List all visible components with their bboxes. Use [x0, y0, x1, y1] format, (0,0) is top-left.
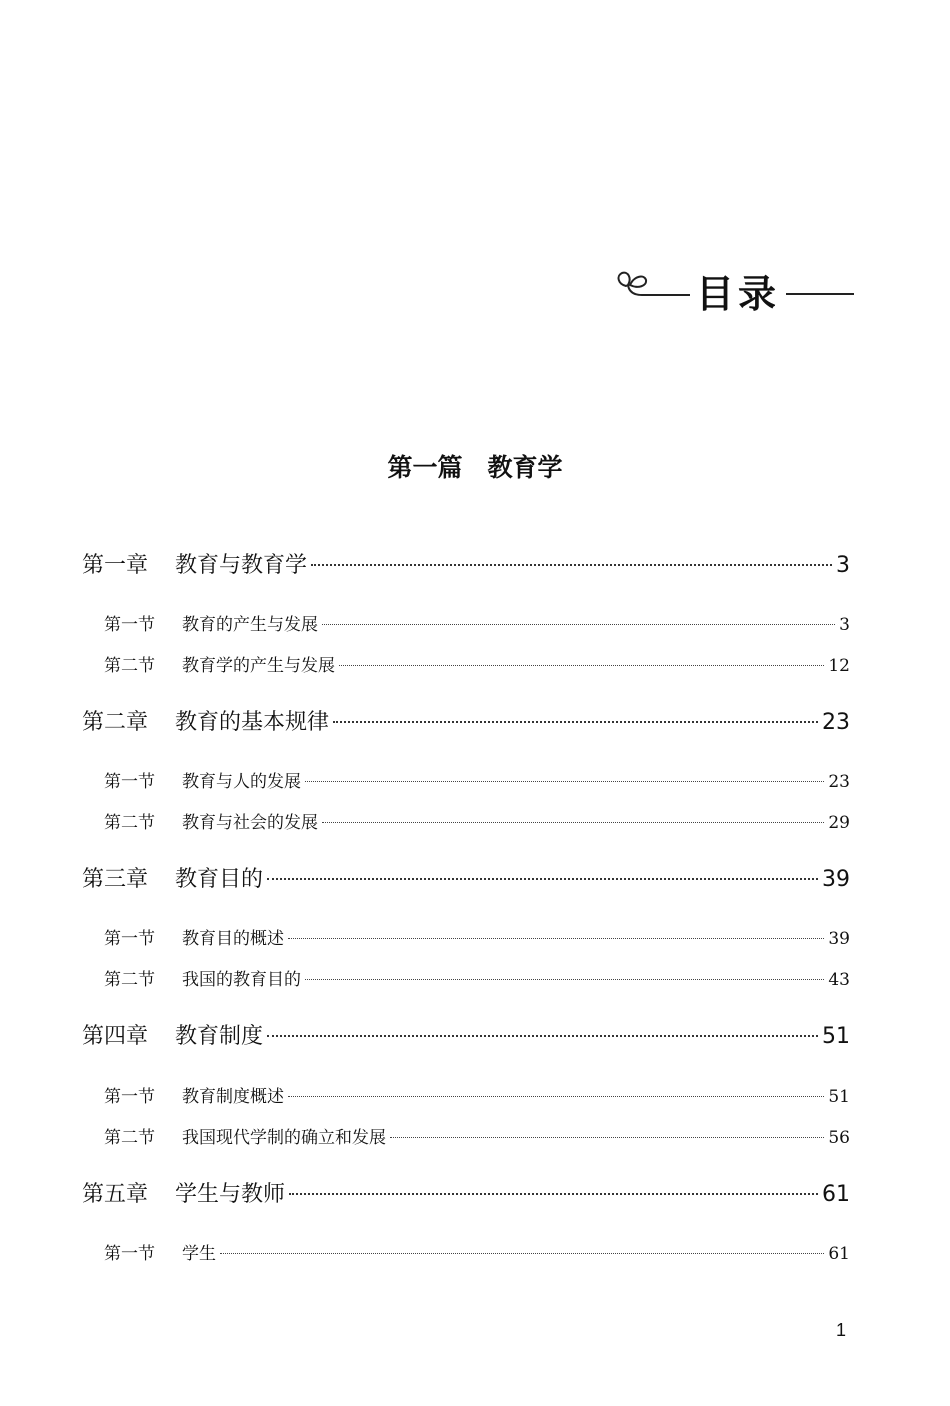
dot-leader — [311, 564, 832, 566]
entry-number: 第二节 — [104, 813, 155, 833]
toc-entry-section[interactable] — [104, 1123, 850, 1148]
dot-leader — [305, 979, 824, 980]
entry-title: 我国现代学制的确立和发展 — [182, 1128, 386, 1148]
entry-number: 第一节 — [104, 1087, 155, 1107]
toc-entry-chapter[interactable] — [82, 1177, 850, 1208]
entry-page: 3 — [836, 553, 850, 578]
dot-leader — [333, 721, 818, 723]
entry-number: 第四章 — [82, 1024, 149, 1049]
entry-title: 教育的基本规律 — [175, 710, 330, 735]
entry-title: 学生与教师 — [175, 1182, 286, 1207]
entry-number: 第二节 — [104, 970, 155, 990]
entry-page: 39 — [822, 867, 850, 892]
entry-title: 我国的教育目的 — [182, 970, 301, 990]
toc-entry-section[interactable] — [104, 1082, 850, 1107]
dot-leader — [322, 624, 835, 625]
entry-number: 第一节 — [104, 772, 155, 792]
entry-page: 29 — [828, 813, 850, 833]
toc-entry-section[interactable] — [104, 767, 850, 792]
entry-title: 教育的产生与发展 — [182, 615, 318, 635]
dot-leader — [390, 1137, 824, 1138]
toc-entry-section[interactable] — [104, 808, 850, 833]
toc-entry-chapter[interactable] — [82, 548, 850, 579]
entry-title: 学生 — [182, 1244, 216, 1264]
dot-leader — [322, 822, 824, 823]
entry-page: 3 — [839, 615, 850, 635]
toc-entry-section[interactable] — [104, 651, 850, 676]
entry-number: 第一章 — [82, 553, 149, 578]
toc-entry-chapter[interactable] — [82, 1019, 850, 1050]
entry-page: 43 — [828, 970, 850, 990]
entry-title: 教育与社会的发展 — [182, 813, 318, 833]
part-title: 第一篇 教育学 — [387, 453, 563, 482]
entry-number: 第三章 — [82, 867, 149, 892]
dot-leader — [339, 665, 824, 666]
entry-page: 12 — [828, 656, 850, 676]
dot-leader — [289, 1193, 818, 1195]
entry-number: 第五章 — [82, 1182, 149, 1207]
entry-number: 第一节 — [104, 615, 155, 635]
dot-leader — [305, 781, 824, 782]
entry-page: 61 — [828, 1244, 850, 1264]
entry-number: 第二章 — [82, 710, 149, 735]
page-number: 1 — [836, 1320, 847, 1340]
entry-page: 56 — [828, 1128, 850, 1148]
dot-leader — [288, 1096, 824, 1097]
toc-entry-section[interactable] — [104, 965, 850, 990]
dot-leader — [220, 1253, 824, 1254]
entry-title: 教育与人的发展 — [182, 772, 301, 792]
toc-entry-section[interactable] — [104, 924, 850, 949]
dot-leader — [267, 878, 818, 880]
toc-entry-chapter[interactable] — [82, 705, 850, 736]
entry-number: 第一节 — [104, 1244, 155, 1264]
toc-title: 目录 — [696, 272, 781, 316]
entry-page: 51 — [822, 1024, 850, 1049]
toc-header — [612, 262, 860, 322]
toc-entry-chapter[interactable] — [82, 862, 850, 893]
entry-page: 23 — [828, 772, 850, 792]
toc-entry-section[interactable] — [104, 610, 850, 635]
dot-leader — [288, 938, 824, 939]
entry-title: 教育制度 — [175, 1024, 264, 1049]
entry-page: 61 — [822, 1182, 850, 1207]
entry-title: 教育目的 — [175, 867, 264, 892]
entry-title: 教育目的概述 — [182, 929, 284, 949]
entry-title: 教育与教育学 — [175, 553, 308, 578]
entry-number: 第二节 — [104, 1128, 155, 1148]
entry-page: 51 — [828, 1087, 850, 1107]
toc-entry-section[interactable] — [104, 1239, 850, 1264]
dot-leader — [267, 1035, 818, 1037]
entry-number: 第一节 — [104, 929, 155, 949]
entry-title: 教育学的产生与发展 — [182, 656, 335, 676]
entry-title: 教育制度概述 — [182, 1087, 284, 1107]
entry-page: 23 — [822, 710, 850, 735]
entry-number: 第二节 — [104, 656, 155, 676]
entry-page: 39 — [828, 929, 850, 949]
